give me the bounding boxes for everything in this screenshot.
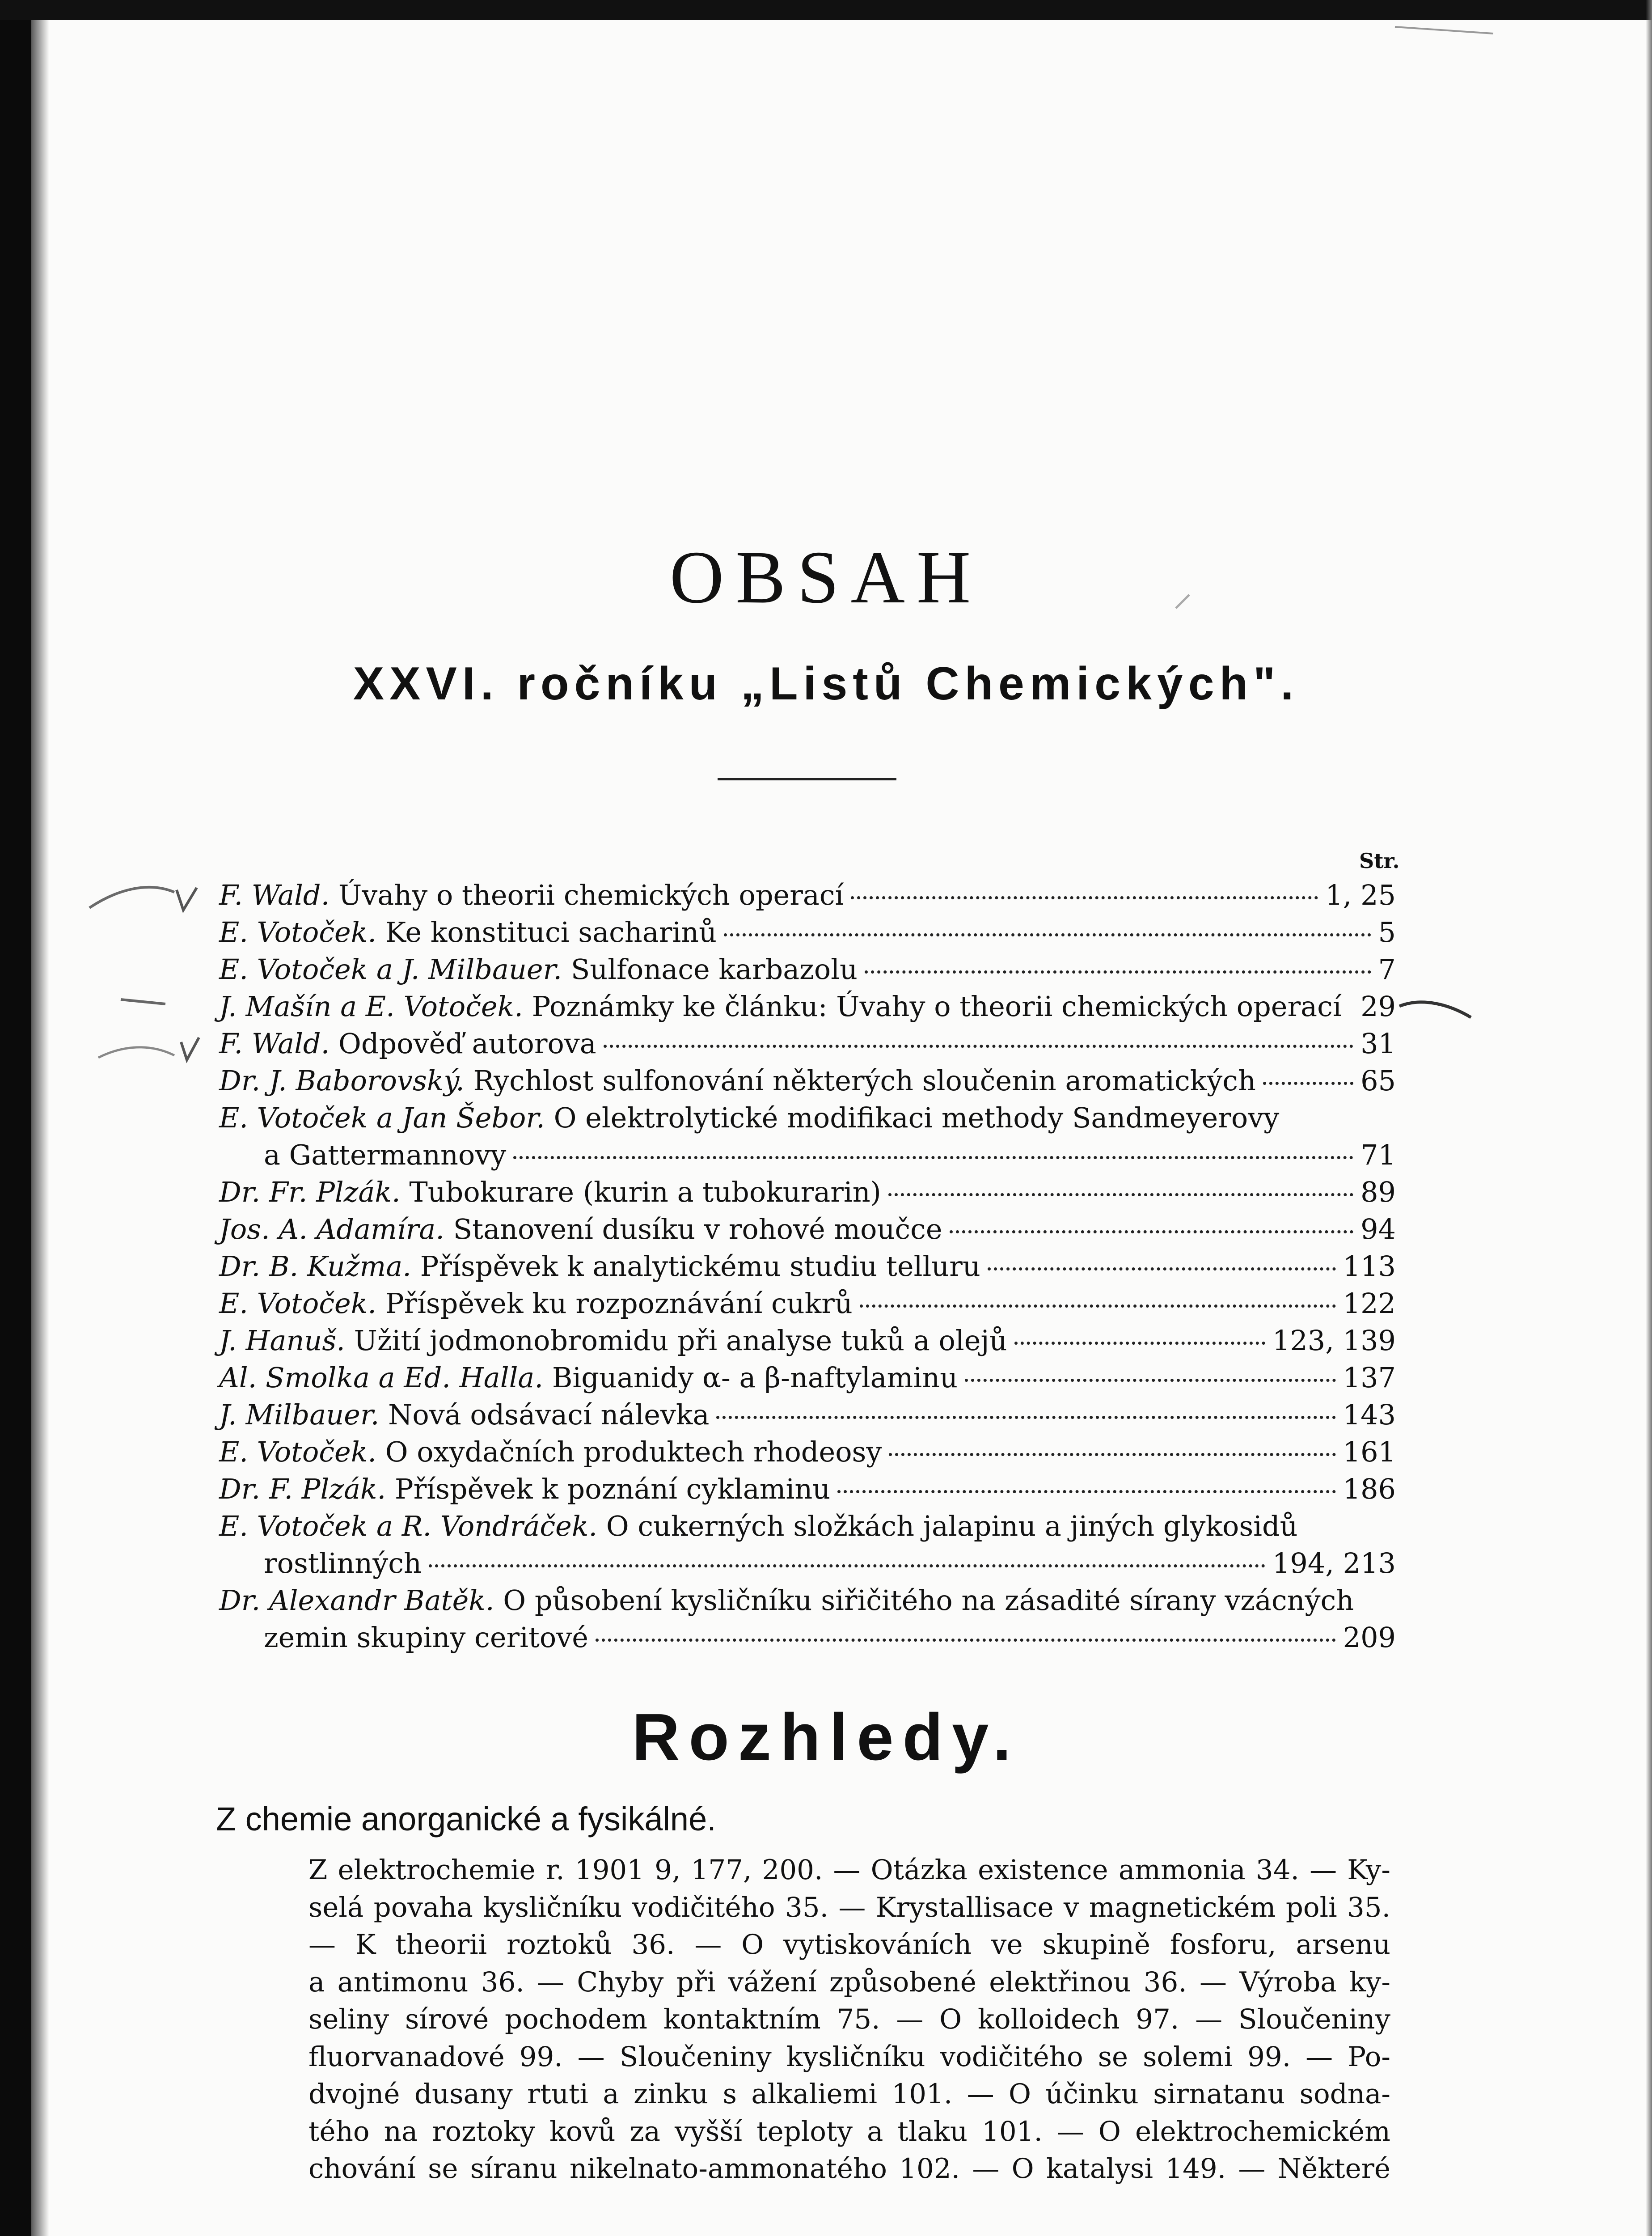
toc-entry: [219, 1248, 1396, 1285]
paragraph-line: chování se síranu nikelnato-ammonatého 102. — O katalysi 149. — Některé: [308, 2153, 1390, 2185]
toc-entry: [219, 1025, 1396, 1062]
toc-entry: [219, 951, 1396, 988]
toc-author: Dr. J. Baborovský.: [219, 1064, 465, 1097]
toc-entry: [219, 1099, 1396, 1136]
dot-leader: [860, 1304, 1336, 1308]
toc-pages: 113: [1343, 1250, 1396, 1283]
toc-author: J. Milbauer.: [219, 1398, 380, 1431]
paragraph-line: Z elektrochemie r. 1901 9, 177, 200. — Otázka existence ammonia 34. — Ky-: [308, 1854, 1390, 1886]
dot-leader: [604, 1045, 1353, 1048]
toc-entry: [219, 1211, 1396, 1248]
scan-shadow-right: [1646, 0, 1652, 2236]
paragraph-line: seliny sírové pochodem kontaktním 75. — O kolloidech 97. — Sloučeniny: [308, 2003, 1390, 2035]
scan-shadow-left: [31, 0, 49, 2236]
toc-title: Užití jodmonobromidu při analyse tuků a olejů: [354, 1324, 1007, 1357]
toc-author: Al. Smolka a Ed. Halla.: [219, 1361, 544, 1394]
toc-pages: 194, 213: [1272, 1547, 1396, 1580]
dot-leader: [888, 1193, 1353, 1196]
paragraph-line: fluorvanadové 99. — Sloučeniny kysličníku vodičitého se solemi 99. — Po-: [308, 2041, 1390, 2073]
toc-entry: [219, 1470, 1396, 1508]
toc-author: Dr. F. Plzák.: [219, 1473, 386, 1505]
dot-leader: [889, 1453, 1335, 1456]
paragraph-line: — K theorii roztoků 36. — O vytiskováních ve skupině fosforu, arsenu: [308, 1929, 1390, 1961]
toc-author: E. Votoček.: [219, 1436, 377, 1468]
toc-title: Odpověď autorova: [338, 1027, 596, 1060]
toc-author: E. Votoček a Jan Šebor.: [219, 1101, 545, 1134]
toc-author: E. Votoček a R. Vondráček.: [219, 1510, 598, 1542]
dot-leader: [950, 1230, 1354, 1233]
toc-pages: 122: [1343, 1287, 1396, 1320]
toc-entry-continuation: [219, 1619, 1396, 1656]
toc-entry: [219, 988, 1396, 1025]
page-column-label: Str.: [1359, 849, 1400, 873]
pencil-stroke-mark: [121, 999, 165, 1004]
toc-title: Tubokurare (kurin a tubokurarin): [409, 1176, 881, 1208]
toc-title: Poznámky ke článku: Úvahy o theorii chemických operací: [532, 990, 1342, 1023]
toc-entry: [219, 914, 1396, 951]
dot-leader: [429, 1564, 1265, 1567]
toc-title: Nová odsávací nálevka: [388, 1398, 710, 1431]
title-divider: [718, 778, 896, 780]
dot-leader: [1014, 1342, 1265, 1345]
page-subtitle: XXVI. ročníku „Listů Chemických".: [353, 658, 1299, 710]
toc-title-continuation: a Gattermannovy: [264, 1139, 507, 1171]
dot-leader: [988, 1267, 1336, 1270]
pencil-stroke-mark: [1399, 1002, 1471, 1017]
toc-title-continuation: zemin skupiny ceritové: [264, 1621, 588, 1654]
dot-leader: [865, 970, 1371, 974]
toc-entry: [219, 1285, 1396, 1322]
toc-entry: [219, 1322, 1396, 1359]
paragraph-line: tého na roztoky kovů za vyšší teploty a tlaku 101. — O elektrochemickém: [308, 2115, 1390, 2147]
dot-leader: [513, 1156, 1353, 1159]
toc-pages: 137: [1343, 1361, 1396, 1394]
toc-author: Jos. A. Adamíra.: [219, 1213, 444, 1245]
toc-title: O působení kysličníku siřičitého na zásadité sírany vzácných: [503, 1584, 1354, 1617]
toc-author: E. Votoček a J. Milbauer.: [219, 953, 562, 986]
toc-pages: 186: [1343, 1473, 1396, 1505]
toc-author: Dr. Fr. Plzák.: [219, 1176, 401, 1208]
toc-author: F. Wald.: [219, 1027, 330, 1060]
pencil-check-mark: [181, 1038, 199, 1060]
pencil-stroke-mark: [98, 1047, 174, 1058]
paragraph-line: selá povaha kysličníku vodičitého 35. — Krystallisace v magnetickém poli 35.: [308, 1891, 1390, 1923]
toc-pages: 5: [1378, 916, 1396, 949]
toc-pages: 71: [1360, 1139, 1396, 1171]
paragraph-line: a antimonu 36. — Chyby při vážení způsobené elektřinou 36. — Výroba ky-: [308, 1966, 1390, 1998]
toc-pages: 7: [1378, 953, 1396, 986]
toc-author: F. Wald.: [219, 879, 330, 911]
toc-pages: 29: [1360, 990, 1396, 1023]
scan-border-top: [0, 0, 1652, 20]
dot-leader: [1263, 1082, 1353, 1085]
toc-title: Biguanidy α- a β-naftylaminu: [552, 1361, 958, 1394]
toc-pages: 209: [1343, 1621, 1396, 1654]
subsection-heading: Z chemie anorganické a fysikálné.: [216, 1800, 716, 1838]
pencil-check-mark: [177, 888, 197, 910]
dot-leader: [837, 1490, 1335, 1493]
toc-pages: 31: [1360, 1027, 1396, 1060]
section-title: Rozhledy.: [632, 1700, 1020, 1774]
toc-author: J. Hanuš.: [219, 1324, 345, 1357]
dot-leader: [851, 896, 1318, 899]
toc-author: Dr. B. Kužma.: [219, 1250, 411, 1283]
toc-entry: [219, 1433, 1396, 1470]
toc-author: J. Mašín a E. Votoček.: [219, 990, 523, 1023]
scan-border-left: [0, 0, 31, 2236]
toc-title: O oxydačních produktech rhodeosy: [385, 1436, 882, 1468]
toc-entry-continuation: [219, 1136, 1396, 1173]
page-title: OBSAH: [669, 536, 983, 619]
toc-title: Příspěvek k poznání cyklaminu: [394, 1473, 831, 1505]
toc-title: O cukerných složkách jalapinu a jiných glykosidů: [606, 1510, 1298, 1542]
toc-entry: [219, 1062, 1396, 1099]
toc-title: Příspěvek k analytickému studiu telluru: [420, 1250, 980, 1283]
toc-entry: [219, 1508, 1396, 1545]
toc-author: E. Votoček.: [219, 1287, 377, 1320]
toc-title: Stanovení dusíku v rohové moučce: [453, 1213, 942, 1245]
toc-title-continuation: rostlinných: [264, 1547, 422, 1580]
toc-title: Ke konstituci sacharinů: [385, 916, 717, 949]
pencil-stroke-mark: [1395, 27, 1493, 34]
toc-entry: [219, 1359, 1396, 1396]
toc-pages: 65: [1360, 1064, 1396, 1097]
paragraph-line: dvojné dusany rtuti a zinku s alkaliemi 101. — O účinku sirnatanu sodna-: [308, 2078, 1390, 2110]
table-of-contents: [219, 877, 1396, 1656]
dot-leader: [716, 1416, 1335, 1419]
toc-entry: [219, 1173, 1396, 1211]
dot-leader: [965, 1379, 1336, 1382]
toc-title: O elektrolytické modifikaci methody Sandmeyerovy: [553, 1101, 1280, 1134]
toc-pages: 89: [1360, 1176, 1396, 1208]
body-paragraph: [308, 1851, 1390, 2188]
toc-pages: 143: [1343, 1398, 1396, 1431]
pencil-stroke-mark: [89, 887, 174, 908]
toc-title: Rychlost sulfonování některých sloučenin aromatických: [473, 1064, 1256, 1097]
toc-entry: [219, 877, 1396, 914]
toc-entry-continuation: [219, 1545, 1396, 1582]
dot-leader: [596, 1639, 1336, 1642]
toc-author: Dr. Alexandr Batěk.: [219, 1584, 494, 1617]
toc-title: Příspěvek ku rozpoznávání cukrů: [385, 1287, 853, 1320]
toc-title: Sulfonace karbazolu: [570, 953, 858, 986]
toc-entry: [219, 1396, 1396, 1433]
toc-pages: 123, 139: [1272, 1324, 1396, 1357]
dot-leader: [724, 933, 1371, 936]
toc-author: E. Votoček.: [219, 916, 377, 949]
toc-title: Úvahy o theorii chemických operací: [338, 879, 844, 911]
toc-pages: 161: [1343, 1436, 1396, 1468]
toc-pages: 1, 25: [1325, 879, 1396, 911]
toc-pages: 94: [1360, 1213, 1396, 1245]
toc-entry: [219, 1582, 1396, 1619]
